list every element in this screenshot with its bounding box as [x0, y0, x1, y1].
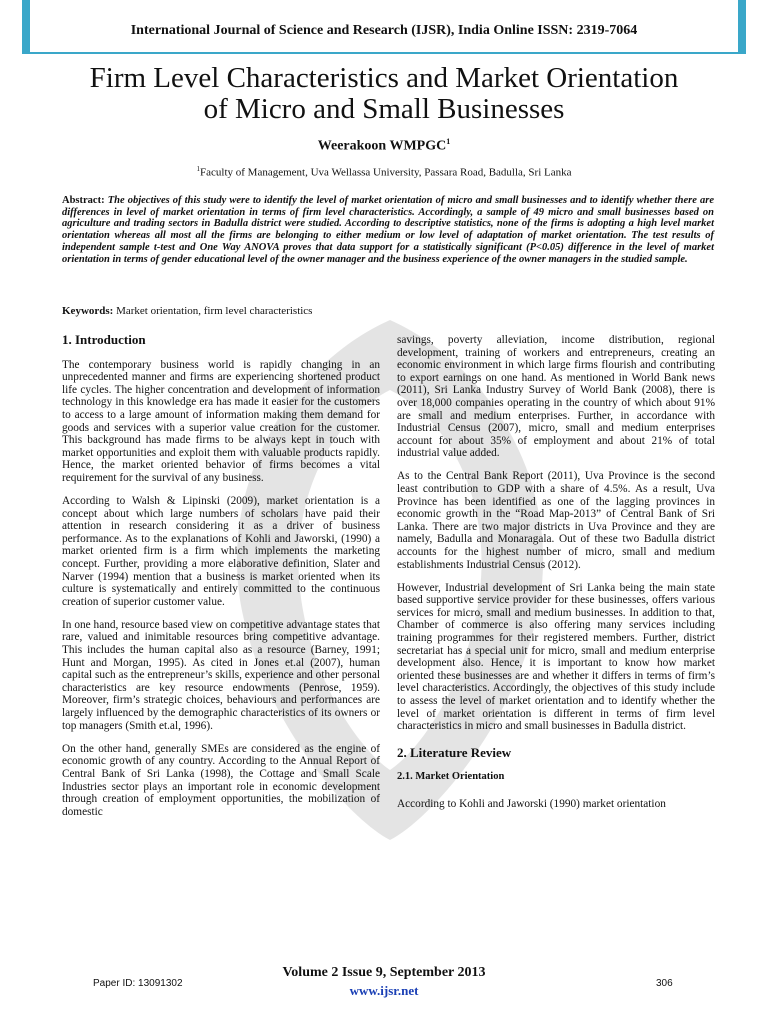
paragraph: On the other hand, generally SMEs are considered as the engine of economic growth of any country. According to the Annual Report of Central Bank of Sri Lanka (1998), the Cottage and Small Scale Industries sector plays an important role in economic development through creation of employment opportunities, the mobilization of domestic: [62, 742, 380, 818]
abstract-text: The objectives of this study were to identify the level of market orientation of micro and small businesses and to identify whether there are differences in level of market orientation in terms of firm level characteristics. Accordingly, a sample of 49 micro and small businesses based on agriculture and trading sectors in Badulla district were studied. According to descriptive statistics, none of the firms is adopting a high level market orientation whereas all most all the firms are belonging to either medium or low level of adaptation of market orientation. The test results of independent sample t-test and One Way ANOVA proves that data support for a statistically significant (P<0.05) difference in the level of market orientation in terms of gender educational level of the owner manager and the business experience of the owner managers in the studied sample.: [62, 195, 714, 265]
paragraph: According to Walsh & Lipinski (2009), market orientation is a concept about which large numbers of scholars have paid their attention in research considering it as a driver of business performance. As to the explanations of Kohli and Jaworski, (1990) a market oriented firm is a firm which implements the marketing concept. Further, providing a more elaborative definition, Slater and Narver (1994) mention that a business is market oriented when its culture is systematically and entirely committed to the continuous creation of superior customer value.: [62, 495, 380, 608]
abstract-label: Abstract:: [62, 195, 105, 206]
author-text: Weerakoon WMPGC: [317, 138, 447, 154]
keywords-label: Keywords:: [62, 305, 114, 317]
footer-page-number: 306: [656, 978, 673, 989]
footer-paper-id: Paper ID: 13091302: [93, 978, 183, 989]
keywords: [62, 305, 714, 317]
paragraph: As to the Central Bank Report (2011), Uva Province is the second least contribution to GDP with a share of 4.5%. As a result, Uva Province has been identified as one of the lagging provinces in economic growth in the “Road Map-2013” of Central Bank of Sri Lanka. There are two major districts in Uva Province and they are namely, Badulla and Monaragala. Out of these two Badulla district accounts for the highest number of micro, small and medium establishments Industrial Census (2012).: [397, 470, 715, 571]
author-affiliation: [0, 165, 768, 179]
journal-header: International Journal of Science and Research (IJSR), India Online ISSN: 2319-7064: [130, 23, 638, 38]
affiliation-superscript: 1: [196, 165, 200, 173]
header-accent-left: [22, 0, 30, 52]
footer-url-link[interactable]: www.ijsr.net: [349, 983, 419, 998]
affiliation-text: Faculty of Management, Uva Wellassa University, Passara Road, Badulla, Sri Lanka: [200, 166, 572, 179]
article-title: [40, 63, 728, 125]
paragraph: However, Industrial development of Sri Lanka being the main state based supportive service provider for these businesses, offers various services for micro, small and medium businesses. In addition to that, Chamber of commerce is also offering many services including training programmes for their registered members. Further, district secretariat has a special unit for micro, small and medium enterprise development also. Hence, it is important to know how market oriented these businesses are and whether it differs in terms of firm’s level characteristics. Accordingly, the objectives of this study include to assess the level of market orientation and to identify whether the level of market orientation is different in terms of firm level characteristics in micro and small businesses in Badulla district.: [397, 581, 715, 733]
paragraph: The contemporary business world is rapidly changing in an unprecedented manner and firms are experiencing shortened product life cycles. The higher concentration and development of information technology in this knowledge era has made it easier for the customers to access to a large amount of information making them demand for goods and services with a superior value creation for the customer. This background has made firms to be always kept in touch with market opportunities and exploit them with valuable products rapidly. Hence, the market oriented behavior of firms becomes a vital requirement for the survival of any business.: [62, 358, 380, 484]
subsection-heading-market-orientation: 2.1. Market Orientation: [397, 771, 505, 783]
abstract: [62, 195, 714, 265]
paragraph: savings, poverty alleviation, income distribution, regional development, training of workers and entrepreneurs, creating an economic environment in which large firms flourish and contributing to export earnings on one hand. As mentioned in World Bank news (2011), Sri Lanka Industry Survey of World Bank (2008), there is over 18,000 companies operating in the country of which about 91% are small and medium enterprises. Further, in accordance with Industrial Census (2007), micro, small and medium enterprises account for about 35% of employment and about 21% of total industrial value added.: [397, 334, 715, 460]
section-heading-literature-review: 2. Literature Review: [397, 744, 512, 760]
author-name: [0, 137, 768, 155]
title-line-1: Firm Level Characteristics and Market Orientation: [89, 62, 679, 94]
footer-volume: Volume 2 Issue 9, September 2013: [282, 965, 486, 980]
paragraph: According to Kohli and Jaworski (1990) market orientation: [397, 798, 666, 810]
header-accent-right: [738, 0, 746, 52]
header-rule: [22, 52, 746, 54]
right-column: [397, 334, 715, 821]
left-column: [62, 334, 380, 829]
section-heading-introduction: 1. Introduction: [62, 332, 146, 347]
keywords-text: Market orientation, firm level characteristics: [116, 305, 313, 317]
author-superscript: 1: [446, 137, 451, 146]
paragraph: In one hand, resource based view on competitive advantage states that rare, valued and inimitable resources bring competitive advantage. This includes the human capital also as a resource (Barney, 1991; Hunt and Morgan, 1995). As cited in Jones et.al (2007), human capital such as the entrepreneur’s skills, experience and other personal characteristics are key resource endowments (Penrose, 1959). Moreover, firm’s strategic choices, behaviours and performances are largely influenced by the demographic characteristics of its owners or top managers (Smith et.al, 1996).: [62, 618, 380, 732]
title-line-2: of Micro and Small Businesses: [203, 93, 565, 125]
